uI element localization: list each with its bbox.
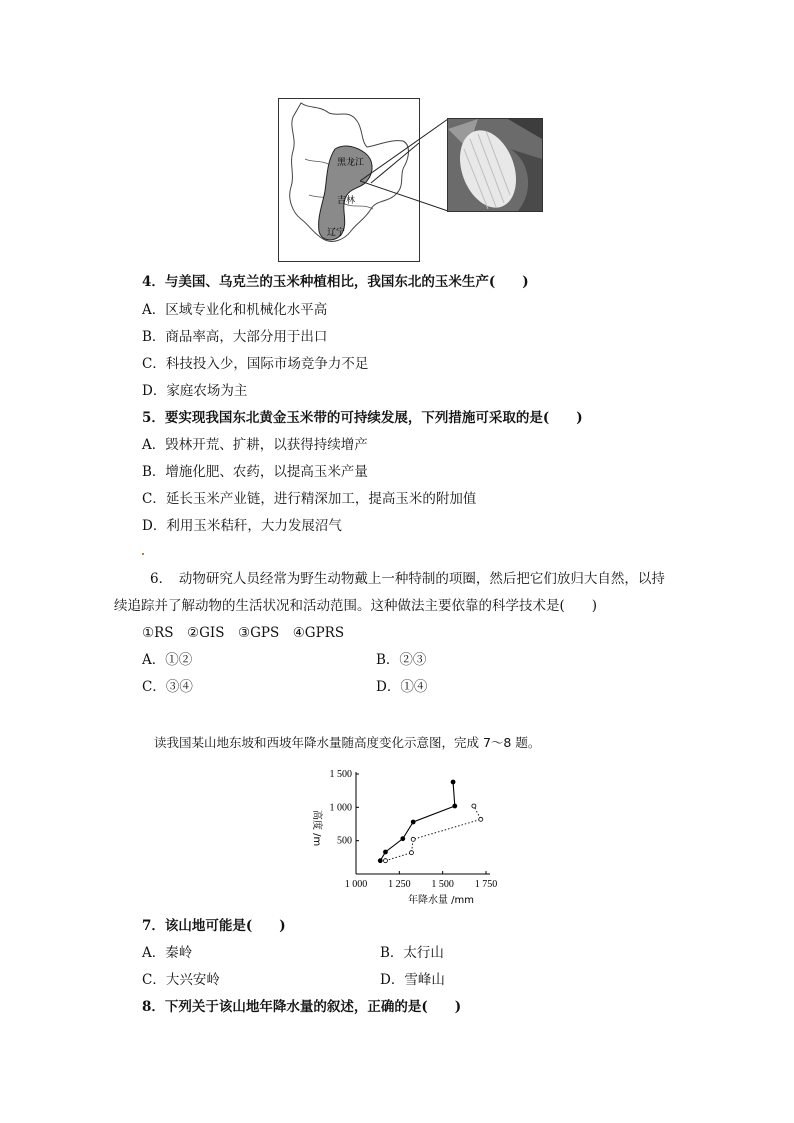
question-6-choices: ①RS ②GIS ③GPS ④GPRS [142, 625, 345, 641]
data-point [378, 859, 382, 863]
data-point [472, 804, 476, 808]
question-6-option-a: A．①② [142, 652, 193, 668]
chart-svg [300, 762, 520, 912]
question-7-option-a: A．秦岭 [142, 945, 193, 961]
question-5-option-d: D．利用玉米秸秆，大力发展沼气 [142, 518, 342, 534]
chart-intro: 读我国某山地东坡和西坡年降水量随高度变化示意图，完成 7～8 题。 [154, 735, 541, 750]
question-6-stem-line2: 续追踪并了解动物的生活状况和活动范围。这种做法主要依靠的科学技术是( ) [114, 598, 598, 614]
map-label-liaoning: 辽宁 [327, 228, 346, 238]
y-tick-label: 1 000 [329, 802, 352, 814]
question-7-option-d: D．雪峰山 [380, 972, 445, 988]
x-tick-label: 1 500 [431, 879, 454, 890]
stray-dot [142, 553, 144, 555]
question-4-option-b: B．商品率高，大部分用于出口 [142, 329, 328, 345]
data-point [479, 817, 483, 821]
question-6-option-c: C．③④ [142, 679, 193, 695]
x-axis-label: 年降水量 /mm [408, 895, 475, 906]
data-point [451, 780, 455, 784]
y-tick-label: 1 500 [329, 769, 352, 780]
x-tick-label: 1 250 [388, 879, 411, 890]
data-point [383, 850, 387, 854]
question-6-option-d: D．①④ [376, 679, 428, 695]
data-point [383, 859, 387, 863]
data-point [453, 804, 457, 808]
data-point [411, 820, 415, 824]
question-7-stem: 7．该山地可能是( ) [142, 918, 286, 934]
question-4-option-d: D．家庭农场为主 [142, 383, 248, 399]
data-point [411, 837, 415, 841]
question-5-stem: 5．要实现我国东北黄金玉米带的可持续发展，下列措施可采取的是( ) [142, 410, 583, 426]
question-6-option-b: B．②③ [376, 652, 427, 668]
precipitation-chart [300, 762, 520, 912]
y-tick-label: 500 [337, 835, 352, 847]
callout-lines [360, 115, 460, 225]
y-axis-label: 高度 /m [311, 810, 322, 847]
x-tick-label: 1 750 [474, 879, 498, 890]
question-7-option-c: C．大兴安岭 [142, 972, 220, 988]
question-6-stem-line1: 6． 动物研究人员经常为野生动物戴上一种特制的项圈，然后把它们放归大自然，以持 [150, 571, 665, 587]
question-5-option-b: B．增施化肥、农药，以提高玉米产量 [142, 464, 368, 480]
question-4-option-a: A．区域专业化和机械化水平高 [142, 302, 328, 318]
data-point [401, 837, 405, 841]
x-tick-label: 1 000 [344, 879, 368, 890]
question-8-stem: 8．下列关于该山地年降水量的叙述，正确的是( ) [142, 999, 462, 1015]
data-point [409, 851, 413, 855]
question-5-option-c: C．延长玉米产业链，进行精深加工，提高玉米的附加值 [142, 491, 477, 507]
series-line-0 [380, 782, 455, 861]
map-label-jilin: 吉林 [337, 196, 356, 206]
question-7-option-b: B．太行山 [380, 945, 444, 961]
question-4-stem: 4．与美国、乌克兰的玉米种植相比，我国东北的玉米生产( ) [142, 274, 529, 290]
map-label-heilongjiang: 黑龙江 [337, 158, 365, 168]
question-4-option-c: C．科技投入少，国际市场竞争力不足 [142, 356, 369, 372]
corn-photo [447, 118, 543, 212]
question-5-option-a: A．毁林开荒、扩耕，以获得持续增产 [142, 437, 368, 453]
